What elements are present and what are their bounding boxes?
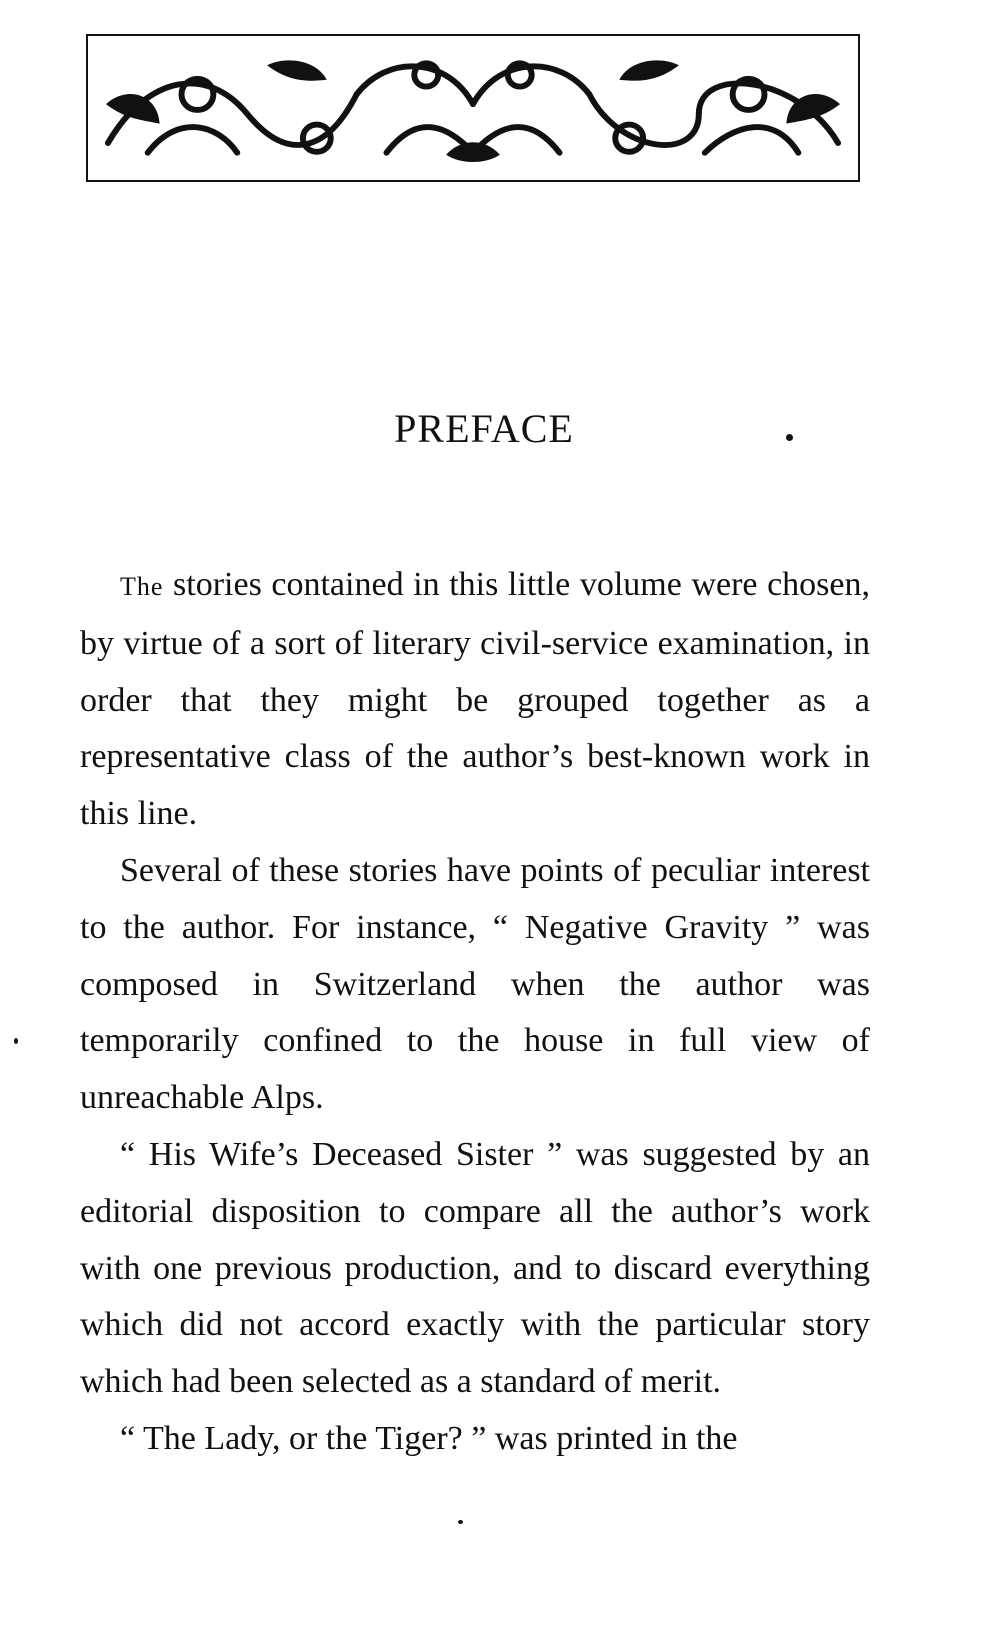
- preface-text: [80, 557, 870, 1468]
- stray-mark: [14, 1038, 18, 1044]
- paragraph: The stories contained in this little volume were chosen, by virtue of a sort of literary civil-service examination, in order that they might be grouped together as a representative class of the author’s best-known work in this line.: [80, 566, 871, 833]
- paragraph: “ His Wife’s Deceased Sister ” was suggested by an editorial disposition to compare all the author’s work with one previous production, and to discard everything which did not accord exactly with the particular story which had been selected as a standard of merit.: [80, 1135, 870, 1401]
- ornament-scroll-icon: [88, 36, 858, 180]
- stray-mark: [786, 434, 793, 441]
- stray-mark: [458, 1520, 463, 1524]
- page-title: PREFACE: [394, 406, 574, 451]
- paragraph: Several of these stories have points of peculiar interest to the author. For instance, “ Negative Gravity ” was composed in Switzerland when the author was temporarily confined to the house in full view of unreachable Alps.: [80, 851, 870, 1117]
- dropcap-word: The: [120, 572, 164, 601]
- paragraph: “ The Lady, or the Tiger? ” was printed in the: [120, 1419, 738, 1457]
- header-ornament: [86, 34, 860, 182]
